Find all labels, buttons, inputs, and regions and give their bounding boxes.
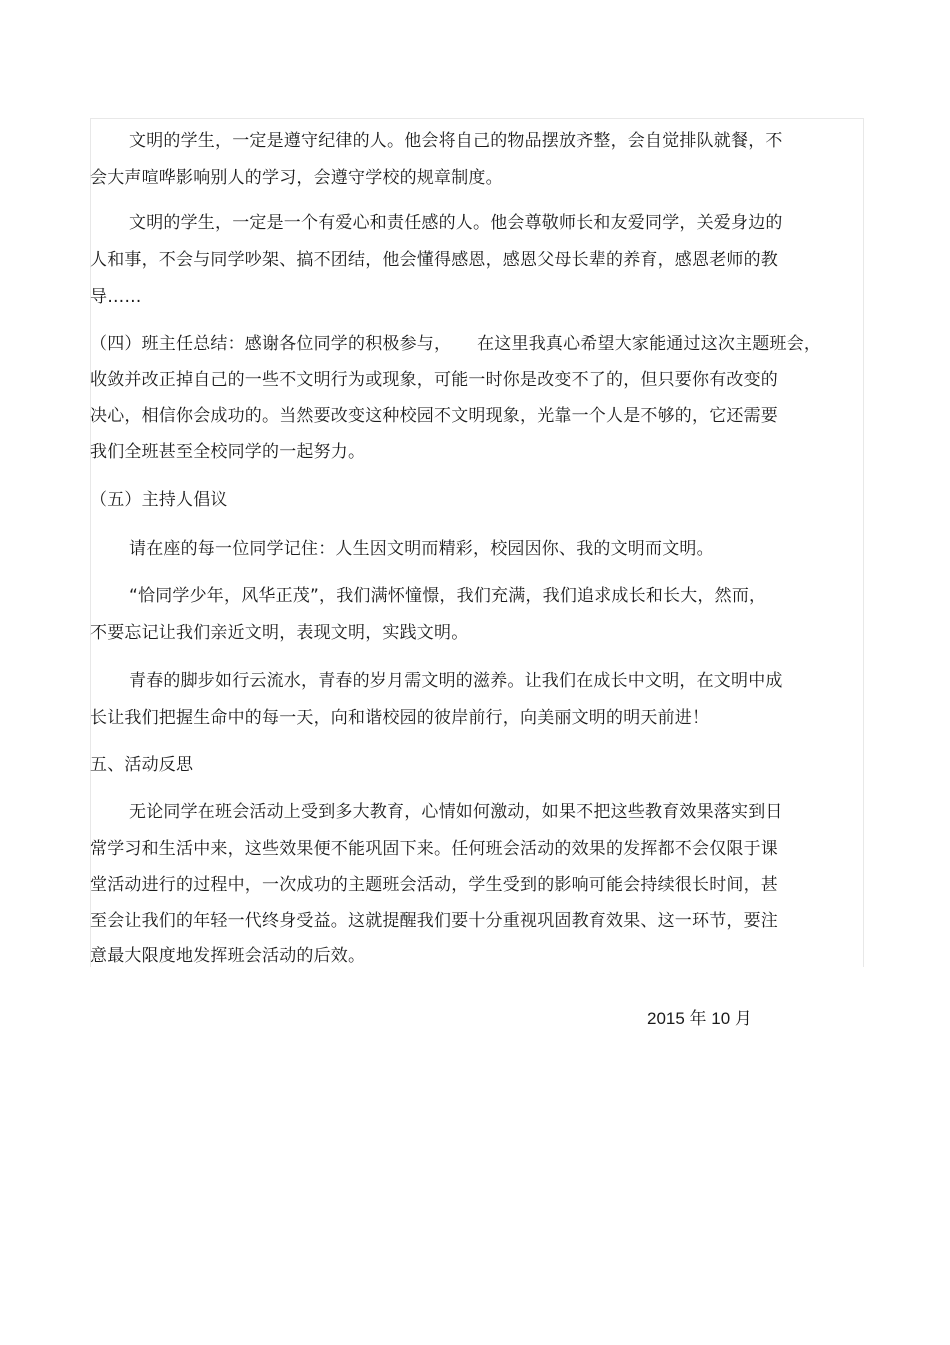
paragraph-line: 文明的学生，一定是一个有爱心和责任感的人。他会尊敬师长和友爱同学，关爱身边的 [129,213,783,233]
paragraph-line: 青春的脚步如行云流水，青春的岁月需文明的滋养。让我们在成长中文明，在文明中成 [129,671,783,691]
paragraph-line: 我们全班甚至全校同学的一起努力。 [90,442,366,462]
paragraph-line: 长让我们把握生命中的每一天，向和谐校园的彼岸前行，向美丽文明的明天前进！ [90,708,710,728]
paragraph-line: 不要忘记让我们亲近文明，表现文明，实践文明。 [90,623,469,643]
section-heading: 五、活动反思 [90,755,194,775]
paragraph-line: （四）班主任总结：感谢各位同学的积极参与， 在这里我真心希望大家能通过这次主题班会， [90,334,822,354]
paragraph-line: 无论同学在班会活动上受到多大教育，心情如何激动，如果不把这些教育效果落实到日 [129,802,783,822]
paragraph-line: 堂活动进行的过程中，一次成功的主题班会活动，学生受到的影响可能会持续很长时间，甚 [90,875,778,895]
paragraph-line: 决心，相信你会成功的。当然要改变这种校园不文明现象，光靠一个人是不够的，它还需要 [90,406,778,426]
paragraph-line: 人和事，不会与同学吵架、搞不团结，他会懂得感恩，感恩父母长辈的养育，感恩老师的教 [90,250,778,270]
paragraph-line: 请在座的每一位同学记住：人生因文明而精彩，校园因你、我的文明而文明。 [129,539,714,559]
paragraph-line: 导…… [90,287,142,307]
document-date: 2015 年 10 月 [647,1009,752,1028]
paragraph-line: 意最大限度地发挥班会活动的后效。 [90,946,366,966]
paragraph-line: 文明的学生，一定是遵守纪律的人。他会将自己的物品摆放齐整，会自觉排队就餐，不 [129,131,783,151]
paragraph-line: 收敛并改正掉自己的一些不文明行为或现象，可能一时你是改变不了的，但只要你有改变的 [90,370,778,390]
paragraph-line: “恰同学少年，风华正茂”，我们满怀憧憬，我们充满，我们追求成长和长大，然而， [129,586,767,606]
paragraph-line: 常学习和生活中来，这些效果便不能巩固下来。任何班会活动的效果的发挥都不会仅限于课 [90,839,778,859]
section-heading: （五）主持人倡议 [90,490,228,510]
paragraph-line: 会大声喧哗影响别人的学习，会遵守学校的规章制度。 [90,168,503,188]
paragraph-line: 至会让我们的年轻一代终身受益。这就提醒我们要十分重视巩固教育效果、这一环节，要注 [90,911,778,931]
